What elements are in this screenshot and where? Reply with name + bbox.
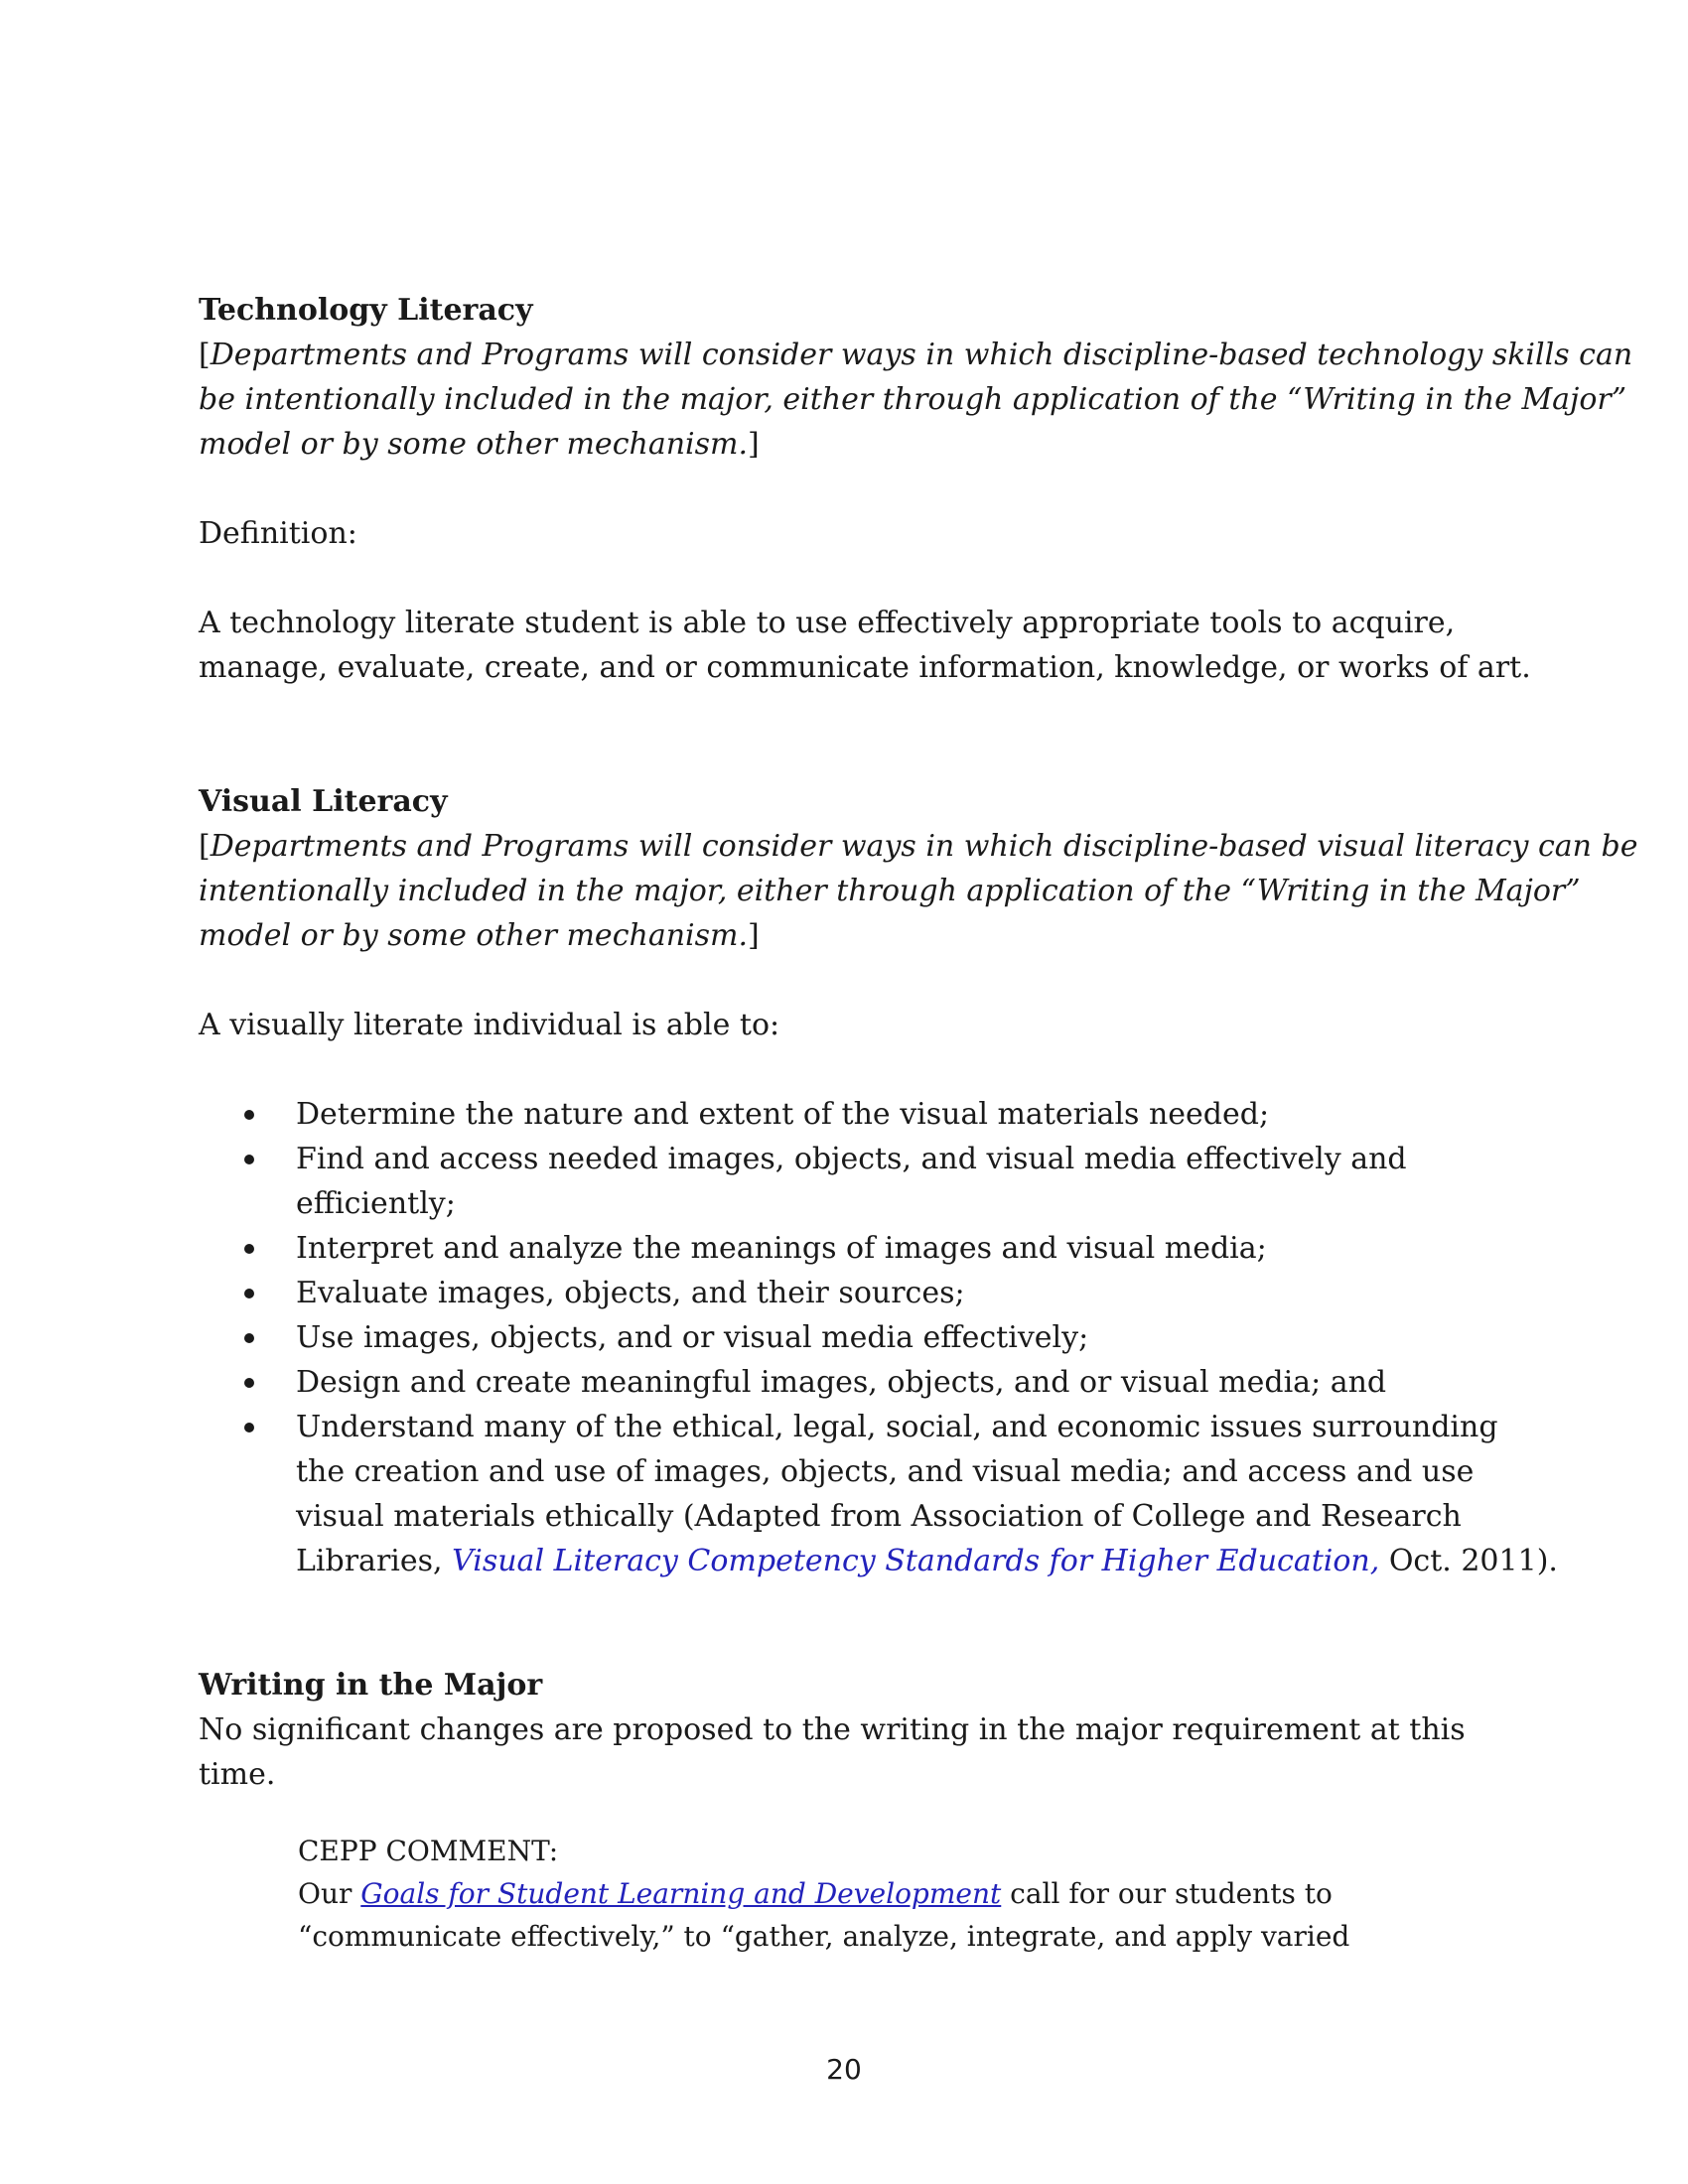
technology-literacy-heading: Technology Literacy bbox=[199, 293, 533, 328]
technology-note-line: be intentionally included in the major, either through application of the “Writing in the Major” bbox=[199, 382, 1627, 417]
writing-line: time. bbox=[199, 1757, 276, 1792]
bullet-icon bbox=[244, 1378, 254, 1388]
bullet-icon bbox=[244, 1155, 254, 1164]
visual-literacy-list bbox=[199, 1092, 1558, 1583]
visual-literacy-section bbox=[199, 779, 1638, 958]
definition-line: A technology literate student is able to use effectively appropriate tools to acquire, bbox=[199, 606, 1456, 640]
technology-definition bbox=[199, 601, 1531, 690]
definition-label: Definition: bbox=[199, 516, 357, 551]
writing-line: No significant changes are proposed to the writing in the major requirement at this bbox=[199, 1712, 1466, 1747]
visual-literacy-heading: Visual Literacy bbox=[199, 784, 448, 819]
list-item: Interpret and analyze the meanings of images and visual media; bbox=[199, 1226, 1509, 1271]
list-item: Understand many of the ethical, legal, social, and economic issues surrounding the creation and use of images, objects, and visual media; and access and use visual materials ethically (Adapted from Association of College and Research Libraries, Visual Literacy Competency Standards for Higher Education, Oct. 2011). bbox=[199, 1405, 1509, 1583]
list-item: Use images, objects, and or visual media effectively; bbox=[199, 1315, 1509, 1360]
bullet-icon bbox=[244, 1333, 254, 1343]
technology-note-line: model or by some other mechanism.] bbox=[199, 427, 760, 462]
list-item: Determine the nature and extent of the visual materials needed; bbox=[199, 1092, 1509, 1137]
bullet-icon bbox=[244, 1110, 254, 1120]
definition-line: manage, evaluate, create, and or communicate information, knowledge, or works of art. bbox=[199, 650, 1531, 685]
visual-literacy-standards-link[interactable]: Visual Literacy Competency Standards for Higher Education, bbox=[452, 1544, 1380, 1578]
goals-link[interactable]: Goals for Student Learning and Development bbox=[360, 1877, 1002, 1910]
cepp-comment-line: “communicate effectively,” to “gather, analyze, integrate, and apply varied bbox=[298, 1920, 1350, 1953]
cepp-comment-label: CEPP COMMENT: bbox=[298, 1835, 559, 1867]
cepp-comment-line: Our Goals for Student Learning and Development call for our students to bbox=[298, 1877, 1333, 1910]
visual-note-line: [Departments and Programs will consider ways in which discipline-based visual literacy can be bbox=[199, 829, 1638, 864]
writing-in-major-heading: Writing in the Major bbox=[199, 1668, 543, 1703]
visual-note-line: model or by some other mechanism.] bbox=[199, 918, 760, 953]
list-item: Evaluate images, objects, and their sources; bbox=[199, 1271, 1509, 1315]
cepp-comment bbox=[298, 1830, 1390, 1958]
page-number: 20 bbox=[826, 2053, 862, 2086]
writing-in-major-section bbox=[199, 1663, 1509, 1797]
bullet-icon bbox=[244, 1289, 254, 1298]
visual-note-line: intentionally included in the major, either through application of the “Writing in the Major” bbox=[199, 874, 1581, 908]
list-item: Design and create meaningful images, objects, and or visual media; and bbox=[199, 1360, 1509, 1405]
bullet-icon bbox=[244, 1423, 254, 1433]
technology-note-line: [Departments and Programs will consider ways in which discipline-based technology skills can bbox=[199, 338, 1633, 372]
visual-intro: A visually literate individual is able to: bbox=[199, 1008, 780, 1042]
list-item: Find and access needed images, objects, and visual media effectively and efficiently; bbox=[199, 1137, 1509, 1226]
bullet-icon bbox=[244, 1244, 254, 1254]
technology-literacy-section bbox=[199, 288, 1633, 467]
